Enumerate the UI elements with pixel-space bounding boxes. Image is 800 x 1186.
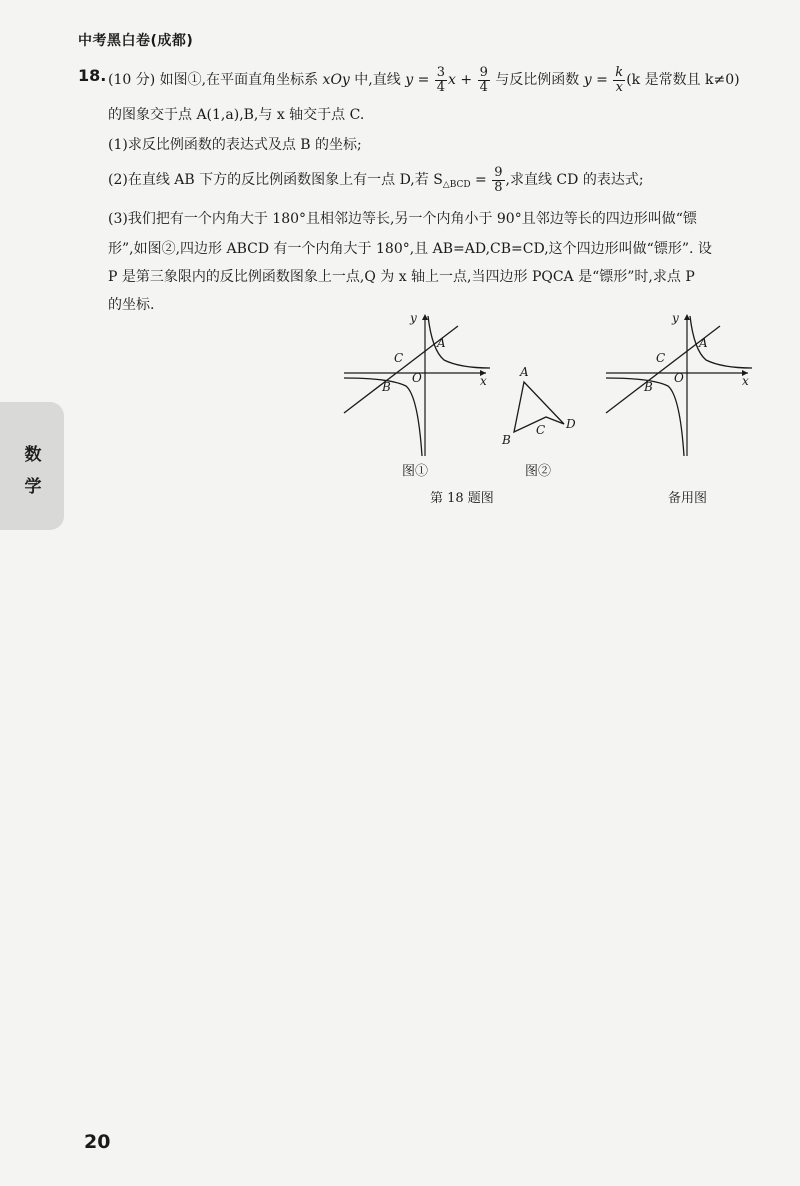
point-b-label: B	[502, 433, 511, 447]
page-number: 20	[84, 1131, 111, 1153]
side-tab-char: 数	[24, 445, 42, 465]
figure-2-caption: 图②	[525, 464, 552, 479]
x-axis-label: x	[480, 374, 487, 388]
point-b-label: B	[644, 380, 653, 394]
question-number: 18.	[78, 66, 107, 85]
q-text: 与反比例函数	[490, 72, 584, 89]
y-axis-label: y	[410, 311, 417, 325]
sub-question-3-line-1: (3)我们把有一个内角大于 180°且相邻边等长,另一个内角小于 90°且邻边等长的四边形叫做“镖	[108, 211, 697, 227]
point-c-label: C	[536, 423, 546, 437]
figure-2	[498, 362, 588, 452]
point-c-label: C	[656, 351, 666, 365]
sub-question-3-line-3: P 是第三象限内的反比例函数图象上一点,Q 为 x 轴上一点,当四边形 PQCA 是“镖形”时,求点 P	[108, 269, 695, 285]
q-text: 中,直线	[349, 72, 406, 89]
origin-label: O	[412, 371, 422, 385]
subject-side-tab	[0, 402, 64, 530]
question-line-1	[108, 66, 740, 94]
point-c-label: C	[394, 351, 404, 365]
sub-question-2: (2)在直线 AB 下方的反比例函数图象上有一点 D,若 $S_{\triangle BCD}$ = $\frac{9}{8}$ ,求直线 CD 的表达式;	[108, 165, 644, 195]
q-var-xoy: xOy	[322, 72, 350, 89]
q-eq: x +	[448, 72, 477, 89]
sub-question-1: (1)求反比例函数的表达式及点 B 的坐标;	[108, 137, 362, 153]
sub-question-3-line-4: 的坐标.	[108, 297, 155, 313]
figure-1-caption: 图①	[402, 464, 429, 479]
point-a-label: A	[699, 336, 708, 350]
sub-question-3-line-2: 形”,如图②,四边形 ABCD 有一个内角大于 180°,且 AB=AD,CB=CD,这个四边形叫做“镖形”. 设	[108, 241, 712, 257]
book-header: 中考黑白卷(成都)	[78, 33, 194, 49]
backup-figure	[602, 310, 762, 460]
fraction-3-4: $\frac{3}{4}$	[436, 65, 446, 95]
q-text: (10 分) 如图①,在平面直角坐标系	[108, 72, 323, 89]
point-d-label: D	[566, 417, 576, 431]
origin-label: O	[674, 371, 684, 385]
q-eq: y =	[583, 72, 613, 89]
question-line-2: 的图象交于点 A(1,a),B,与 x 轴交于点 C.	[108, 107, 365, 123]
point-a-label: A	[520, 365, 529, 379]
fraction-9-8: $\frac{9}{8}$	[494, 165, 503, 195]
point-a-label: A	[437, 336, 446, 350]
area-subscript: △BCD	[442, 180, 471, 191]
y-axis-label: y	[672, 311, 679, 325]
x-axis-label: x	[742, 374, 749, 388]
side-tab-char: 学	[24, 477, 42, 497]
figure-1	[340, 310, 500, 460]
q-text: (k 是常数且 k≠0)	[626, 72, 740, 89]
backup-figure-caption: 备用图	[668, 491, 708, 506]
point-b-label: B	[382, 380, 391, 394]
figure-group-caption: 第 18 题图	[430, 491, 494, 506]
fraction-9-4: $\frac{9}{4}$	[479, 65, 488, 95]
fraction-k-x: $\frac{k}{x}$	[615, 65, 624, 95]
q-eq: y =	[405, 72, 434, 89]
